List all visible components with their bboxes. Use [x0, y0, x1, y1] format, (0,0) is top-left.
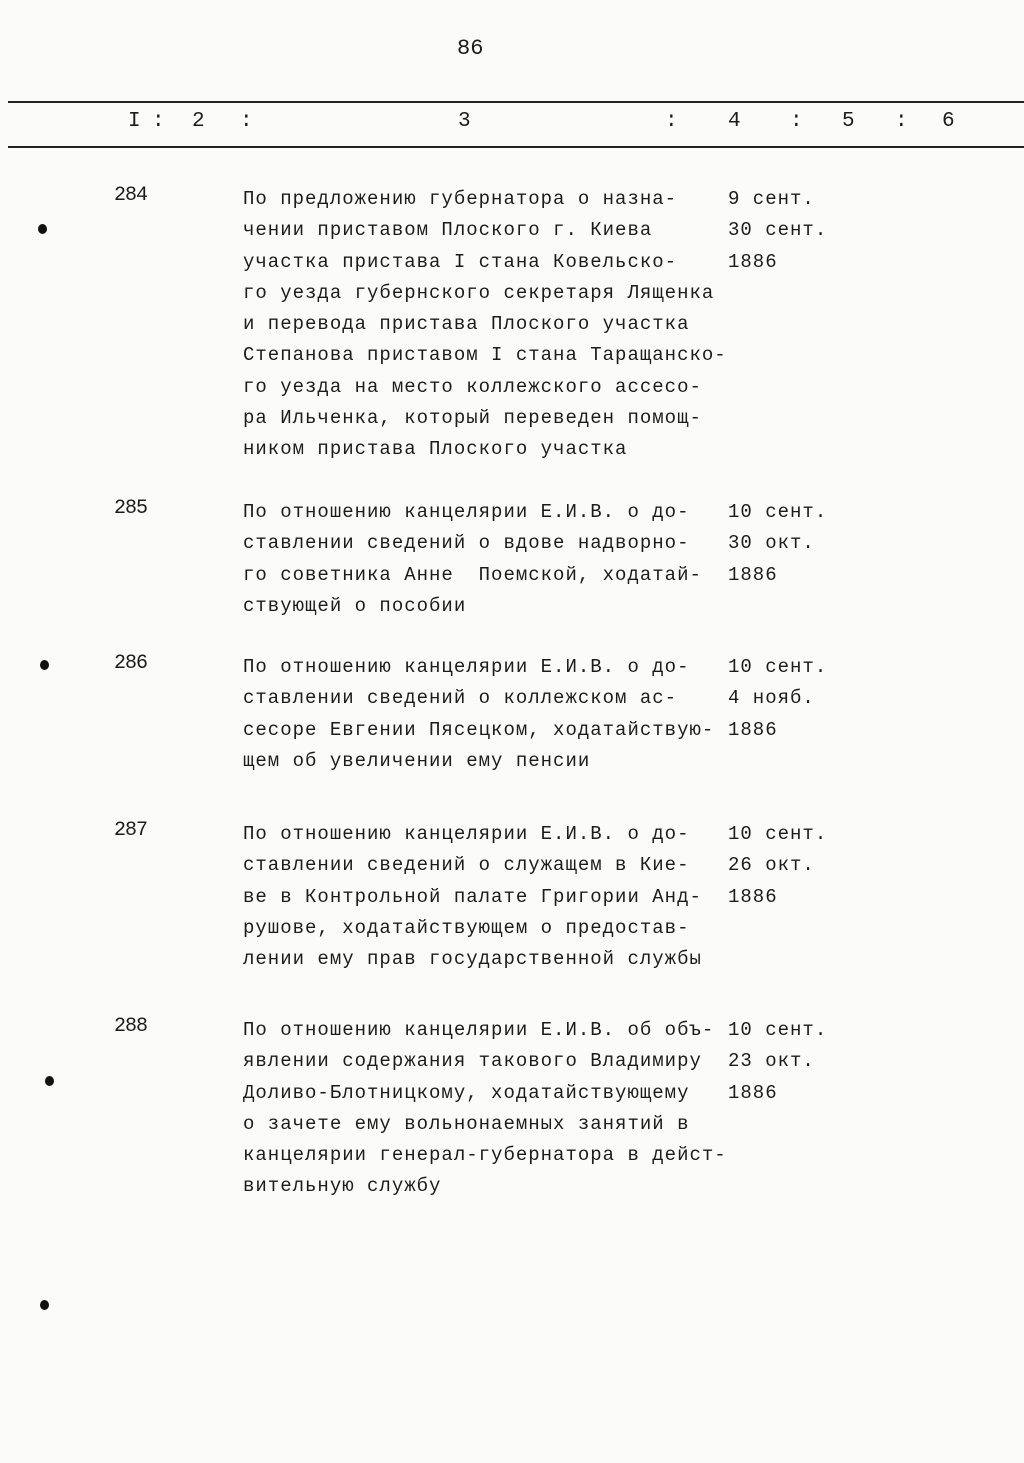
entry-title-line: ставлении сведений о вдове надворно- — [243, 532, 690, 555]
entry-title-line: По отношению канцелярии Е.И.В. о до- — [243, 501, 690, 523]
entry-title — [243, 184, 727, 466]
entry-date: 26 окт. — [728, 854, 815, 877]
entry-title-line: го уезда на место коллежского ассесо- — [243, 375, 702, 398]
column-separator: : — [895, 110, 908, 133]
entry-title-line: и перевода пристава Плоского участка — [243, 313, 690, 336]
entry-title-line: лении ему прав государственной службы — [243, 948, 702, 971]
entry-dates — [728, 819, 827, 913]
column-header-4: 4 — [728, 110, 741, 133]
entry-title-line: ве в Контрольной палате Григории Анд- — [243, 885, 702, 908]
entry-title-line: ставлении сведений о служащем в Кие- — [243, 854, 690, 877]
entry-dates — [728, 497, 827, 591]
header-top-rule — [8, 101, 1024, 103]
column-header-2: 2 — [192, 110, 205, 133]
entry-title — [243, 819, 702, 975]
entry-title-line: го советника Анне Поемской, ходатай- — [243, 563, 702, 586]
entry-title — [243, 497, 702, 622]
entry-date: 30 окт. — [728, 532, 815, 555]
entry-dates — [728, 1015, 827, 1109]
entry-title-line: о зачете ему вольнонаемных занятий в — [243, 1112, 690, 1135]
column-separator: : — [790, 110, 803, 133]
entry-date: 10 сент. — [728, 501, 828, 523]
entry-date: 1886 — [728, 718, 778, 741]
entry-title-line: По отношению канцелярии Е.И.В. о до- — [243, 656, 690, 678]
punch-hole-mark — [45, 1076, 54, 1086]
punch-hole-mark — [40, 1300, 49, 1310]
entry-title-line: чении приставом Плоского г. Киева — [243, 219, 653, 242]
column-separator: : — [665, 110, 678, 133]
column-separator: : — [240, 110, 253, 133]
entry-date: 1886 — [728, 1081, 778, 1104]
entry-number: 285 — [114, 497, 148, 520]
entry-number: 288 — [114, 1015, 148, 1038]
entry-title-line: По отношению канцелярии Е.И.В. об объ- — [243, 1019, 715, 1041]
entry-title — [243, 1015, 727, 1203]
entry-number: 284 — [114, 184, 148, 207]
entry-date: 1886 — [728, 563, 778, 586]
entry-title-line: участка пристава I стана Ковельско- — [243, 250, 678, 273]
header-bottom-rule — [8, 146, 1024, 148]
entry-title-line: го уезда губернского секретаря Лященка — [243, 281, 715, 304]
entry-date: 10 сент. — [728, 1019, 828, 1041]
entry-title-line: вительную службу — [243, 1175, 442, 1198]
entry-title-line: ставлении сведений о коллежском ас- — [243, 687, 678, 710]
column-separator: : — [152, 110, 165, 133]
entry-date: 9 сент. — [728, 188, 815, 210]
entry-date: 30 сент. — [728, 219, 828, 242]
entry-date: 23 окт. — [728, 1050, 815, 1073]
entry-date: 4 нояб. — [728, 687, 815, 710]
entry-number: 287 — [114, 819, 148, 842]
entry-title-line: щем об увеличении ему пенсии — [243, 749, 591, 772]
entry-title-line: сесоре Евгении Пясецком, ходатайствую- — [243, 718, 715, 741]
entry-title-line: ником пристава Плоского участка — [243, 438, 628, 461]
entry-title-line: Степанова приставом I стана Таращанско- — [243, 344, 727, 367]
entry-title-line: явлении содержания такового Владимиру — [243, 1050, 702, 1073]
entry-date: 1886 — [728, 250, 778, 273]
entry-date: 1886 — [728, 885, 778, 908]
entry-title-line: рушове, ходатайствующем о предостав- — [243, 916, 690, 939]
entry-title-line: канцелярии генерал-губернатора в дейст- — [243, 1144, 727, 1167]
entry-title-line: ствующей о пособии — [243, 594, 467, 617]
entry-title-line: По отношению канцелярии Е.И.В. о до- — [243, 823, 690, 845]
column-header-6: 6 — [942, 110, 955, 133]
column-header-5: 5 — [842, 110, 855, 133]
entry-dates — [728, 652, 827, 746]
entry-dates — [728, 184, 827, 278]
page-number: 86 — [457, 36, 484, 61]
entry-title — [243, 652, 714, 777]
entry-date: 10 сент. — [728, 656, 828, 678]
column-header-1: I — [128, 110, 141, 133]
entry-title-line: Доливо-Блотницкому, ходатайствующему — [243, 1081, 690, 1104]
punch-hole-mark — [40, 660, 49, 670]
entry-title-line: ра Ильченка, который переведен помощ- — [243, 407, 702, 430]
entry-title-line: По предложению губернатора о назна- — [243, 188, 678, 210]
entry-number: 286 — [114, 652, 148, 675]
column-header-3: 3 — [458, 110, 471, 133]
punch-hole-mark — [38, 224, 47, 234]
entry-date: 10 сент. — [728, 823, 828, 845]
